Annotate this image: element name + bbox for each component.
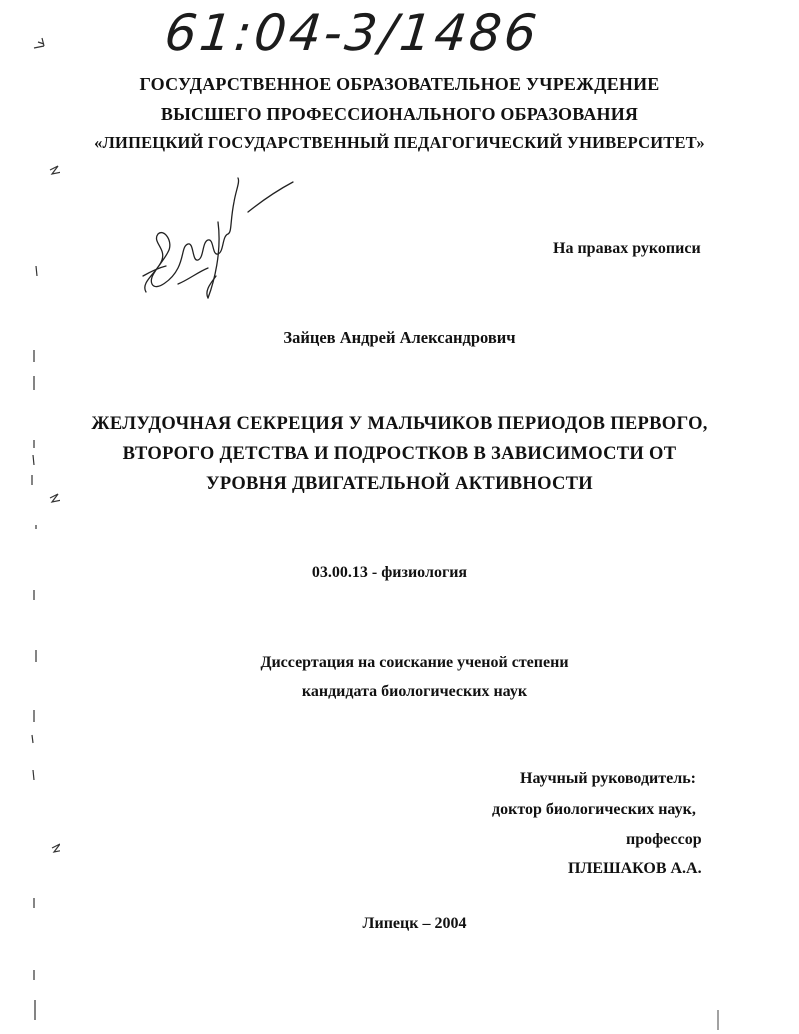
handwritten-signature (138, 172, 298, 307)
scan-margin-marks (20, 30, 60, 1030)
specialty-code: 03.00.13 - физиология (311, 564, 468, 581)
degree-line-1: Диссертация на соискание ученой степени (260, 654, 569, 671)
dissertation-title-line-3: УРОВНЯ ДВИГАТЕЛЬНОЙ АКТИВНОСТИ (205, 474, 593, 494)
degree-line-2: кандидата биологических наук (301, 683, 528, 700)
institution-line-3: «ЛИПЕЦКИЙ ГОСУДАРСТВЕННЫЙ ПЕДАГОГИЧЕСКИЙ УНИВЕРСИТЕТ» (94, 133, 705, 152)
supervisor-rank: профессор (626, 831, 702, 848)
author-name: Зайцев Андрей Александрович (283, 328, 516, 347)
supervisor-degree: доктор биологических наук, (492, 801, 696, 818)
scan-bottom-mark (700, 990, 730, 1034)
institution-line-1: ГОСУДАРСТВЕННОЕ ОБРАЗОВАТЕЛЬНОЕ УЧРЕЖДЕНИЕ (139, 74, 660, 94)
dissertation-title-line-2: ВТОРОГО ДЕТСТВА И ПОДРОСТКОВ В ЗАВИСИМОСТИ ОТ (122, 444, 677, 464)
archive-number-handwritten: 61:04-3/1486 (161, 4, 543, 62)
dissertation-title-line-1: ЖЕЛУДОЧНАЯ СЕКРЕЦИЯ У МАЛЬЧИКОВ ПЕРИОДОВ ПЕРВОГО, (91, 414, 708, 434)
institution-line-2: ВЫСШЕГО ПРОФЕССИОНАЛЬНОГО ОБРАЗОВАНИЯ (160, 104, 639, 124)
manuscript-rights-note: На правах рукописи (553, 240, 701, 257)
supervisor-label: Научный руководитель: (520, 770, 696, 787)
city-year: Липецк – 2004 (362, 915, 467, 932)
supervisor-name: ПЛЕШАКОВ А.А. (568, 860, 702, 877)
